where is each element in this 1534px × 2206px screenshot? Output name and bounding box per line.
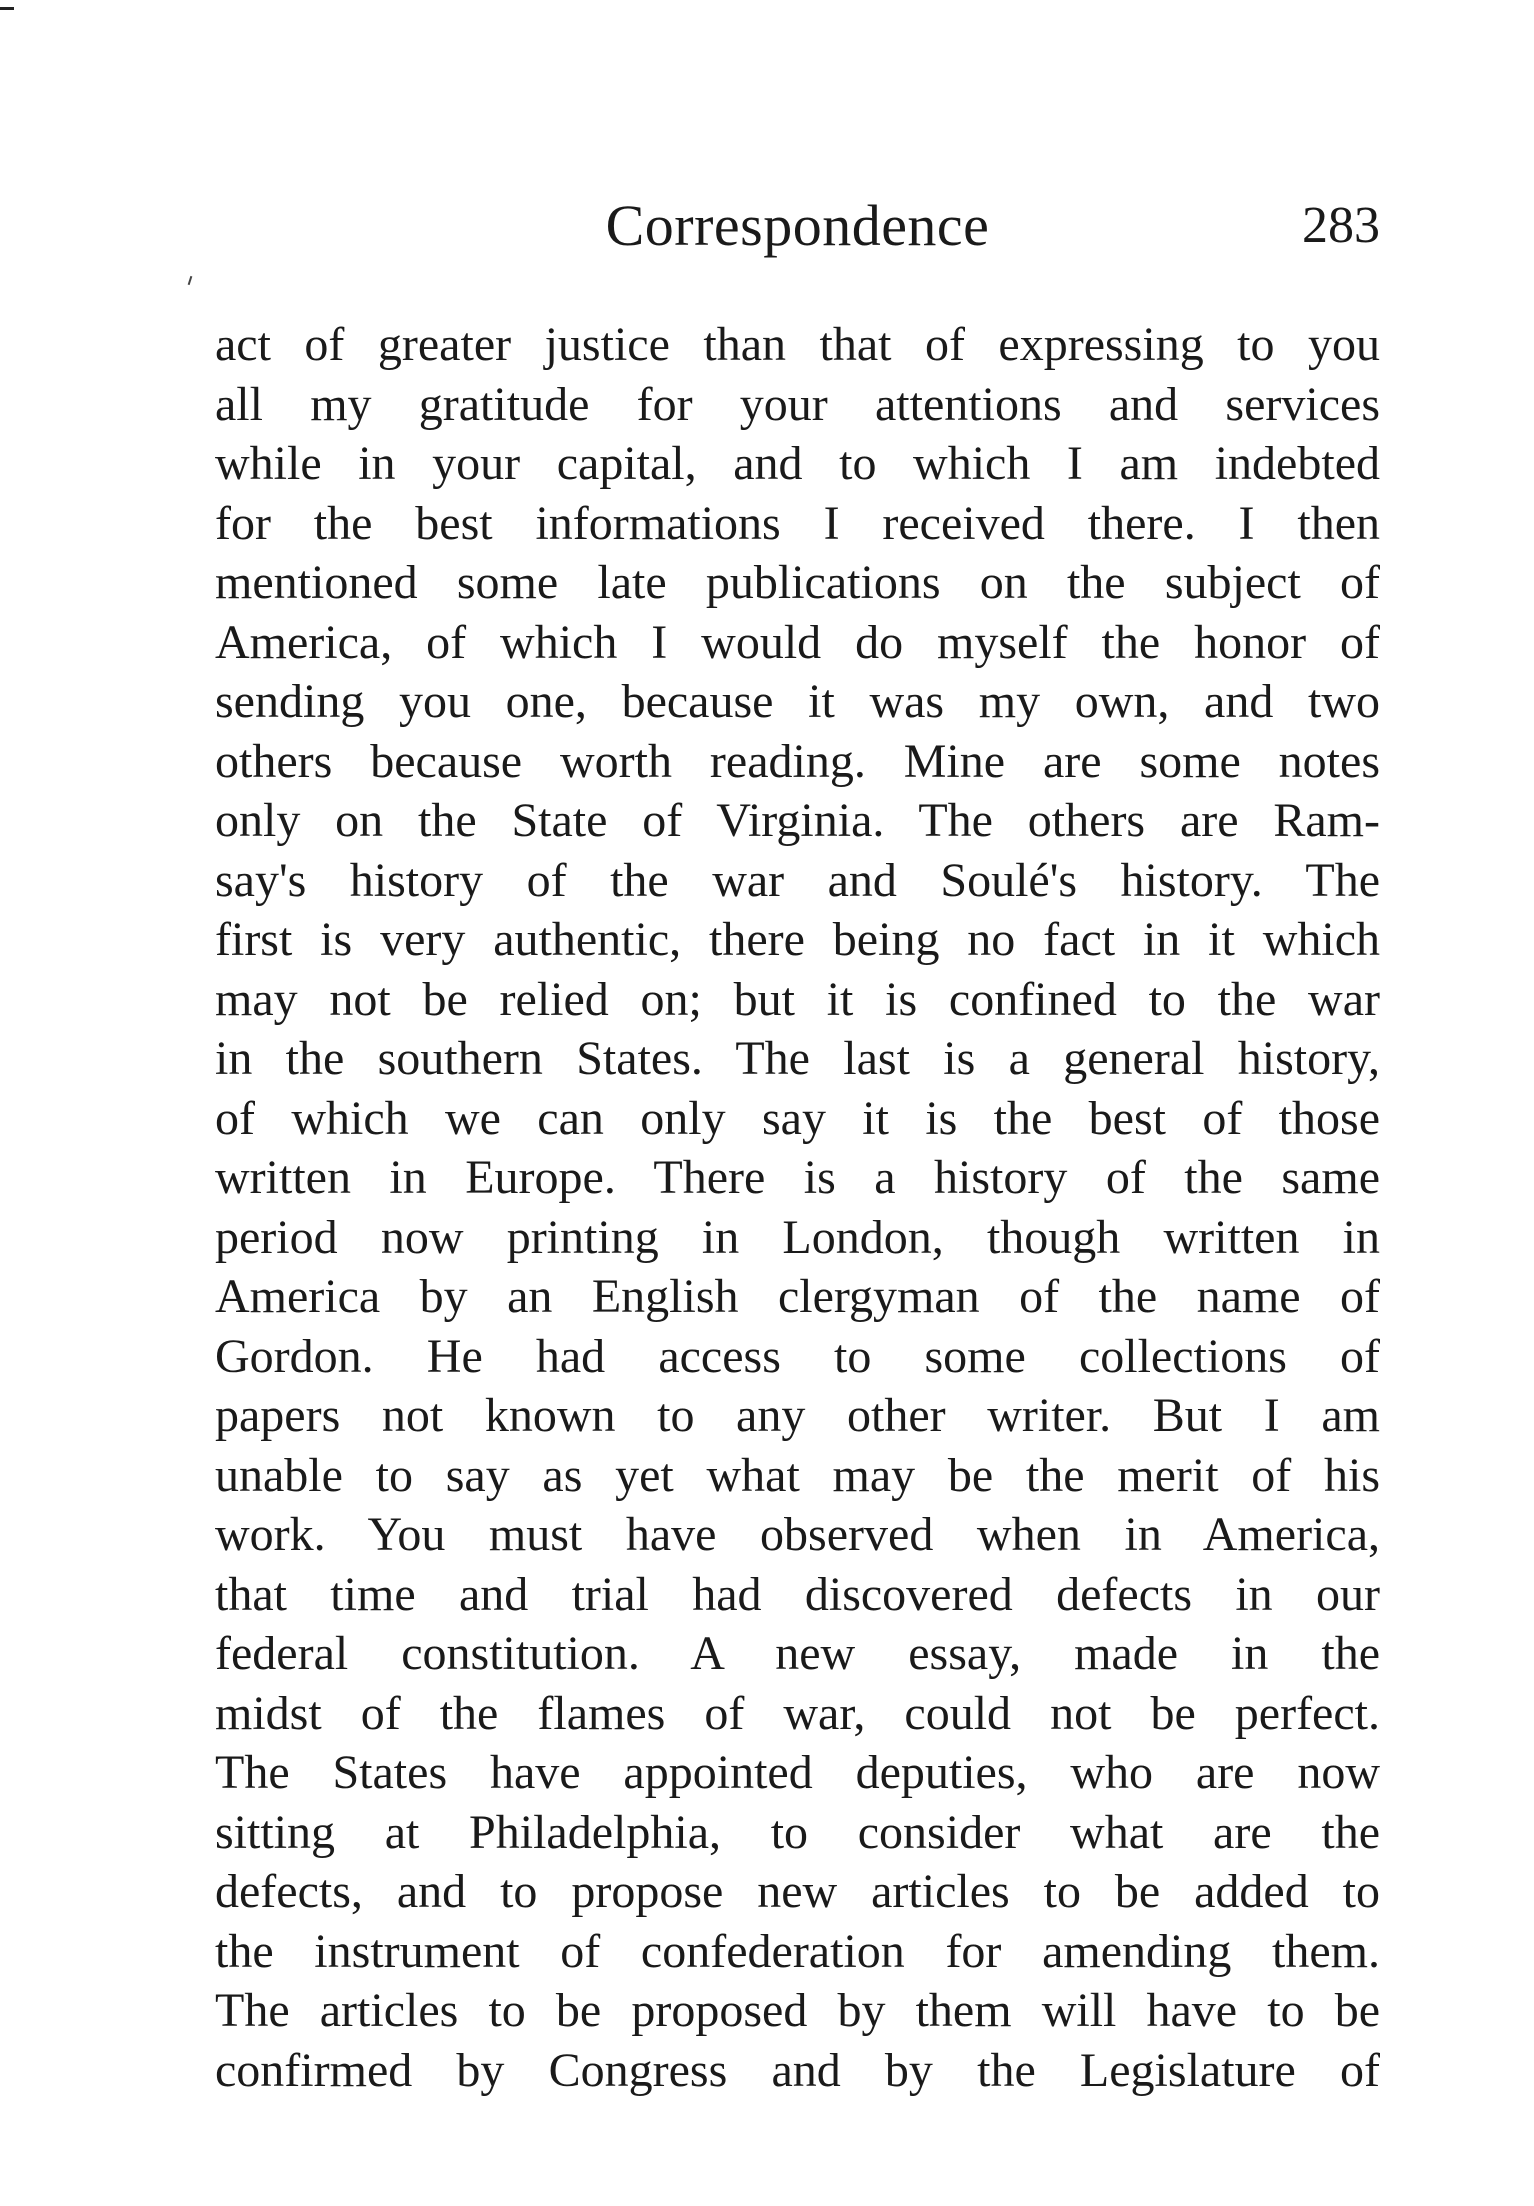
text-line: papers not known to any other writer. But I am (215, 1389, 1380, 1442)
text-line: for the best informations I received there. I then (215, 496, 1380, 550)
text-line: mentioned some late publications on the subject of (215, 556, 1380, 609)
text-line: federal constitution. A new essay, made in the (215, 1627, 1380, 1680)
text-line: period now printing in London, though written in (215, 1210, 1380, 1264)
text-line: America by an English clergyman of the name of (215, 1270, 1380, 1323)
text-line: Gordon. He had access to some collections of (215, 1329, 1380, 1383)
scan-corner-mark (0, 7, 14, 10)
text-line: America, of which I would do myself the honor of (215, 615, 1380, 669)
text-line: sending you one, because it was my own, and two (215, 675, 1380, 728)
text-line: in the southern States. The last is a general history, (215, 1032, 1380, 1085)
running-head (215, 192, 1380, 272)
running-title: Correspondence (605, 193, 990, 258)
text-line: defects, and to propose new articles to be added to (215, 1865, 1380, 1918)
text-line: confirmed by Congress and by the Legislature of (215, 2043, 1380, 2097)
text-line: work. You must have observed when in America, (215, 1508, 1380, 1561)
scan-tick-mark (188, 276, 193, 285)
text-line: others because worth reading. Mine are some notes (215, 734, 1380, 788)
text-line: that time and trial had discovered defects in our (215, 1567, 1380, 1621)
body-text (215, 315, 1380, 2100)
text-line: act of greater justice than that of expressing to you (215, 318, 1380, 371)
text-line: of which we can only say it is the best of those (215, 1091, 1380, 1145)
text-line: say's history of the war and Soulé's history. The (215, 853, 1380, 907)
text-line: written in Europe. There is a history of the same (215, 1151, 1380, 1204)
text-line: the instrument of confederation for amending them. (215, 1924, 1380, 1978)
text-line: may not be relied on; but it is confined to the war (215, 972, 1380, 1026)
text-line: only on the State of Virginia. The others are Ram- (215, 794, 1380, 847)
text-line: midst of the flames of war, could not be perfect. (215, 1686, 1380, 1740)
text-line: first is very authentic, there being no fact in it which (215, 913, 1380, 966)
text-line: The articles to be proposed by them will have to be (215, 1984, 1380, 2037)
text-line: all my gratitude for your attentions and services (215, 377, 1380, 431)
page-number: 283 (1302, 197, 1380, 254)
text-line: The States have appointed deputies, who are now (215, 1746, 1380, 1799)
text-line: while in your capital, and to which I am indebted (215, 437, 1380, 490)
text-line: sitting at Philadelphia, to consider what are the (215, 1805, 1380, 1859)
text-line: unable to say as yet what may be the merit of his (215, 1448, 1380, 1502)
